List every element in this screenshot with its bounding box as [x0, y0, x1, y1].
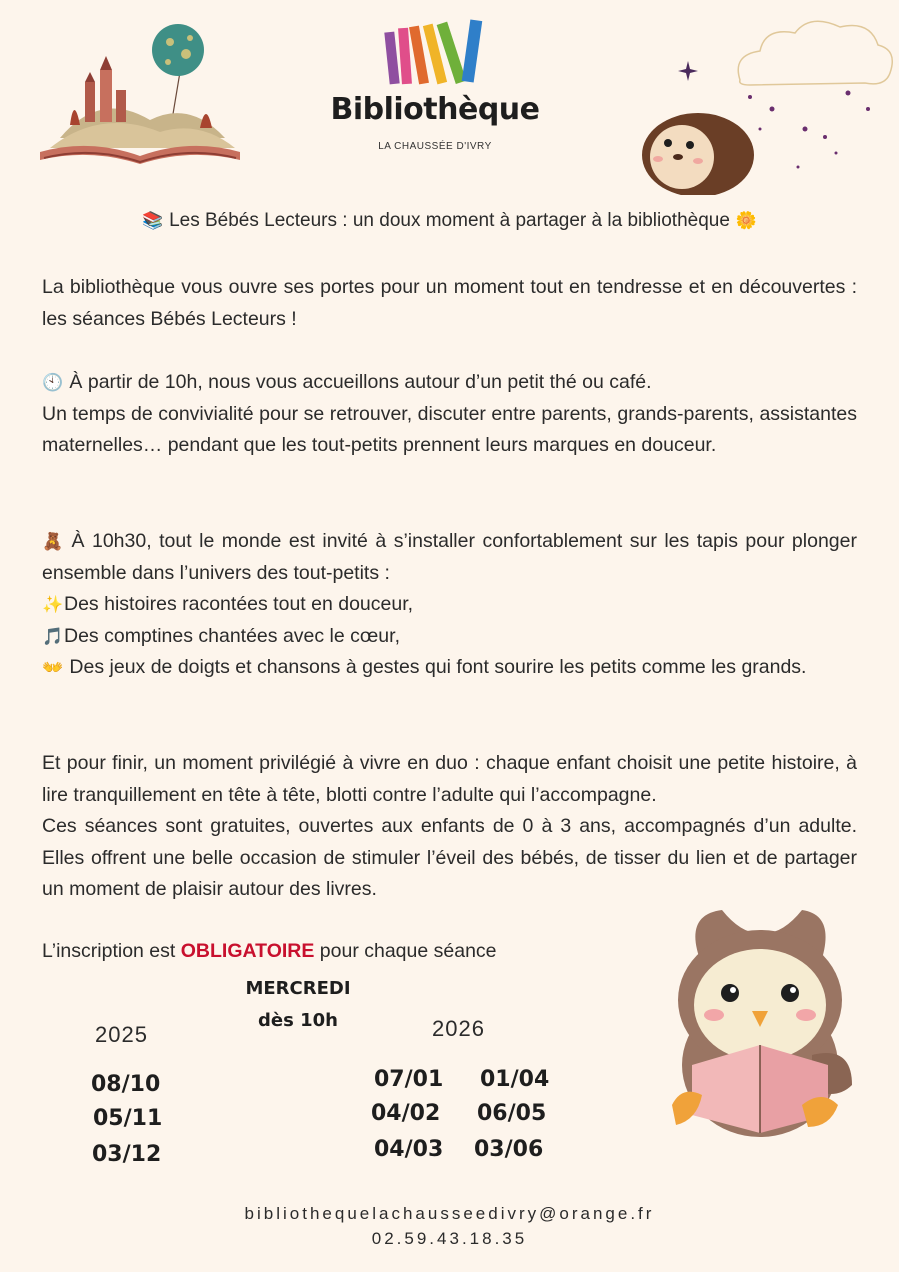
clock-icon: 🕙	[42, 373, 64, 392]
date-2026-col2-2: 06/05	[477, 1101, 547, 1126]
headline-text: Les Bébés Lecteurs : un doux moment à partager à la bibliothèque	[169, 210, 730, 231]
date-2026-col2-3: 03/06	[474, 1137, 544, 1162]
logo-title: Bibliothèque	[330, 92, 540, 127]
activity-item-2: Des comptines chantées avec le cœur,	[64, 624, 400, 647]
closing-line1: Et pour finir, un moment privilégié à vivre en duo : chaque enfant choisit une petite histoire, à lire tranquillement en tête à tête, blotti contre l’adulte qui l’accompagne.	[42, 752, 857, 806]
flower-icon: 🌼	[735, 211, 757, 230]
activity-item-1: Des histoires racontées tout en douceur,	[64, 593, 414, 615]
year-2025: 2025	[95, 1022, 148, 1047]
welcome-line1: À partir de 10h, nous vous accueillons autour d’un petit thé ou café.	[69, 371, 652, 393]
registration-highlight: OBLIGATOIRE	[180, 940, 315, 962]
castle-book-illustration	[40, 20, 240, 168]
date-2025-3: 03/12	[92, 1142, 162, 1167]
welcome-paragraph	[42, 367, 857, 462]
activities-paragraph	[42, 526, 857, 684]
intro-paragraph	[42, 272, 857, 335]
year-2026: 2026	[432, 1016, 485, 1041]
activities-intro: À 10h30, tout le monde est invité à s’installer confortablement sur les tapis pour plonger ensemble dans l’univers des tout-petits :	[42, 530, 857, 584]
date-2026-col1-2: 04/02	[371, 1101, 441, 1126]
music-notes-icon: 🎵	[42, 626, 64, 646]
date-2026-col1-3: 04/03	[374, 1137, 444, 1162]
contact-phone: 02.59.43.18.35	[371, 1229, 528, 1248]
books-logo-icon	[384, 18, 499, 88]
teddy-bear-icon: 🧸	[42, 532, 64, 551]
date-2025-1: 08/10	[91, 1072, 161, 1097]
sparkles-icon: ✨	[42, 595, 64, 614]
closing-line2: Ces séances sont gratuites, ouvertes aux enfants de 0 à 3 ans, accompagnés d’un adulte. Elles offrent une belle occasion de stimuler l’éveil des bébés, de tisser du lien et de partager un moment de plaisir autour des livres.	[42, 815, 857, 900]
schedule-time: dès 10h	[258, 1010, 338, 1031]
books-icon: 📚	[142, 211, 164, 230]
logo-subtitle: LA CHAUSSÉE D'IVRY	[378, 141, 492, 152]
registration-notice	[42, 940, 497, 963]
hands-icon: 👐	[42, 658, 64, 677]
closing-paragraph	[42, 748, 857, 906]
date-2026-col2-1: 01/04	[480, 1067, 550, 1092]
welcome-line2: Un temps de convivialité pour se retrouver, discuter entre parents, grands-parents, assistantes maternelles… pendant que les tout-petits prennent leurs marques en douceur.	[42, 402, 857, 456]
hedgehog-cloud-illustration	[640, 5, 898, 195]
date-2025-2: 05/11	[93, 1106, 163, 1131]
intro-text: La bibliothèque vous ouvre ses portes pour un moment tout en tendresse et en découvertes : les séances Bébés Lecteurs !	[42, 276, 857, 330]
date-2026-col1-1: 07/01	[374, 1067, 444, 1092]
headline	[40, 210, 859, 232]
registration-before: L’inscription est	[42, 940, 181, 962]
owl-reading-illustration	[662, 905, 857, 1145]
schedule-day: MERCREDI	[245, 978, 351, 999]
registration-after: pour chaque séance	[314, 940, 497, 962]
contact-email: bibliothequelachausseedivry@orange.fr	[244, 1204, 655, 1223]
activity-item-3: Des jeux de doigts et chansons à gestes qui font sourire les petits comme les grands.	[69, 656, 807, 678]
